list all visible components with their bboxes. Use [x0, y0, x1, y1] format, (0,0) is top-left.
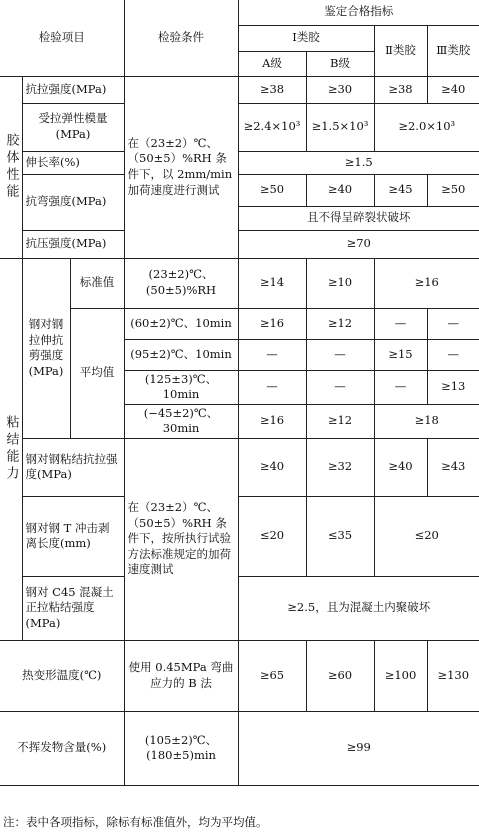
value-cell: ≥50 [427, 174, 479, 206]
value-cell: ≥40 [306, 174, 374, 206]
value-cell: — [306, 339, 374, 370]
value-cell: ≥16 [374, 258, 479, 308]
group-colloid: 胶体性能 [0, 76, 22, 258]
value-cell: ≥60 [306, 640, 374, 711]
value-cell: ≥38 [238, 76, 306, 103]
value-cell: ≥15 [374, 339, 427, 370]
header-condition: 检验条件 [124, 0, 238, 76]
value-cell: ≥10 [306, 258, 374, 308]
shear-std-label: 标准值 [70, 258, 124, 308]
value-cell: ≥99 [238, 711, 479, 785]
header-indicator: 鉴定合格指标 [238, 0, 479, 25]
footnote: 注：表中各项指标，除标有标准值外，均为平均值。 [3, 815, 268, 829]
value-cell: ≥14 [238, 258, 306, 308]
value-cell: ≥40 [238, 438, 306, 496]
value-cell: — [238, 370, 306, 404]
value-cell: ≥2.0×10³ [374, 103, 479, 151]
value-cell: ≥18 [374, 404, 479, 438]
value-cell: ≥70 [238, 230, 479, 258]
group-bond: 粘结能力 [0, 258, 22, 640]
cond-cell: (23±2)℃、(50±5)%RH [124, 258, 238, 308]
header-grade-a: A级 [238, 51, 306, 76]
value-cell: ≥40 [427, 76, 479, 103]
cond-cell: (105±2)℃、(180±5)min [124, 711, 238, 785]
value-cell: — [374, 308, 427, 339]
volatile-item: 不挥发物含量(%) [0, 711, 124, 785]
value-cell: ≥16 [238, 404, 306, 438]
header-grade-b: B级 [306, 51, 374, 76]
value-cell: ≥2.4×10³ [238, 103, 306, 151]
value-cell: — [374, 370, 427, 404]
value-note: 且不得呈碎裂状破坏 [238, 206, 479, 230]
value-cell: — [306, 370, 374, 404]
cond-cell: (95±2)℃、10min [124, 339, 238, 370]
value-cell: ≥65 [238, 640, 306, 711]
value-cell: ≥30 [306, 76, 374, 103]
header-class3: Ⅲ类胶 [427, 25, 479, 76]
value-cell: ≥2.5，且为混凝土内聚破坏 [238, 576, 479, 640]
value-cell: — [427, 339, 479, 370]
value-cell: ≥100 [374, 640, 427, 711]
value-cell: — [427, 308, 479, 339]
shear-item: 钢对钢拉伸抗剪强度(MPa) [22, 258, 70, 438]
row-item: 抗弯强度(MPa) [22, 174, 124, 230]
cond-cell: (60±2)℃、10min [124, 308, 238, 339]
row-item: 受拉弹性模量(MPa) [22, 103, 124, 151]
row-item: 抗拉强度(MPa) [22, 76, 124, 103]
value-cell: ≤20 [238, 496, 306, 576]
value-cell: ≥130 [427, 640, 479, 711]
cond-cell: (125±3)℃、10min [124, 370, 238, 404]
concrete-item: 钢对 C45 混凝土正拉粘结强度(MPa) [22, 576, 124, 640]
shear-avg-label: 平均值 [70, 308, 124, 438]
cond-cell: (−45±2)℃、30min [124, 404, 238, 438]
value-cell: ≥43 [427, 438, 479, 496]
value-cell: ≥38 [374, 76, 427, 103]
value-cell: ≥50 [238, 174, 306, 206]
bond-condition: 在（23±2）℃、（50±5）%RH 条件下，按所执行试验方法标准规定的加荷速度测试 [124, 438, 238, 640]
cond-cell: 使用 0.45MPa 弯曲应力的 B 法 [124, 640, 238, 711]
value-cell: ≥1.5 [238, 151, 479, 174]
value-cell: ≥16 [238, 308, 306, 339]
value-cell: ≥12 [306, 404, 374, 438]
value-cell: ≥45 [374, 174, 427, 206]
colloid-condition: 在（23±2）℃、（50±5）%RH 条件下，以 2mm/min 加荷速度进行测试 [124, 76, 238, 258]
value-cell: ≥40 [374, 438, 427, 496]
row-item: 抗压强度(MPa) [22, 230, 124, 258]
header-class2: Ⅱ类胶 [374, 25, 427, 76]
value-cell: ≥32 [306, 438, 374, 496]
heat-item: 热变形温度(℃) [0, 640, 124, 711]
value-cell: ≥13 [427, 370, 479, 404]
value-cell: ≥12 [306, 308, 374, 339]
header-item: 检验项目 [0, 0, 124, 76]
tensile-item: 钢对钢粘结抗拉强度(MPa) [22, 438, 124, 496]
value-cell: ≥1.5×10³ [306, 103, 374, 151]
value-cell: ≤35 [306, 496, 374, 576]
peel-item: 钢对钢 T 冲击剥离长度(mm) [22, 496, 124, 576]
value-cell: ≤20 [374, 496, 479, 576]
row-item: 伸长率(%) [22, 151, 124, 174]
header-class1: Ⅰ类胶 [238, 25, 374, 51]
value-cell: — [238, 339, 306, 370]
